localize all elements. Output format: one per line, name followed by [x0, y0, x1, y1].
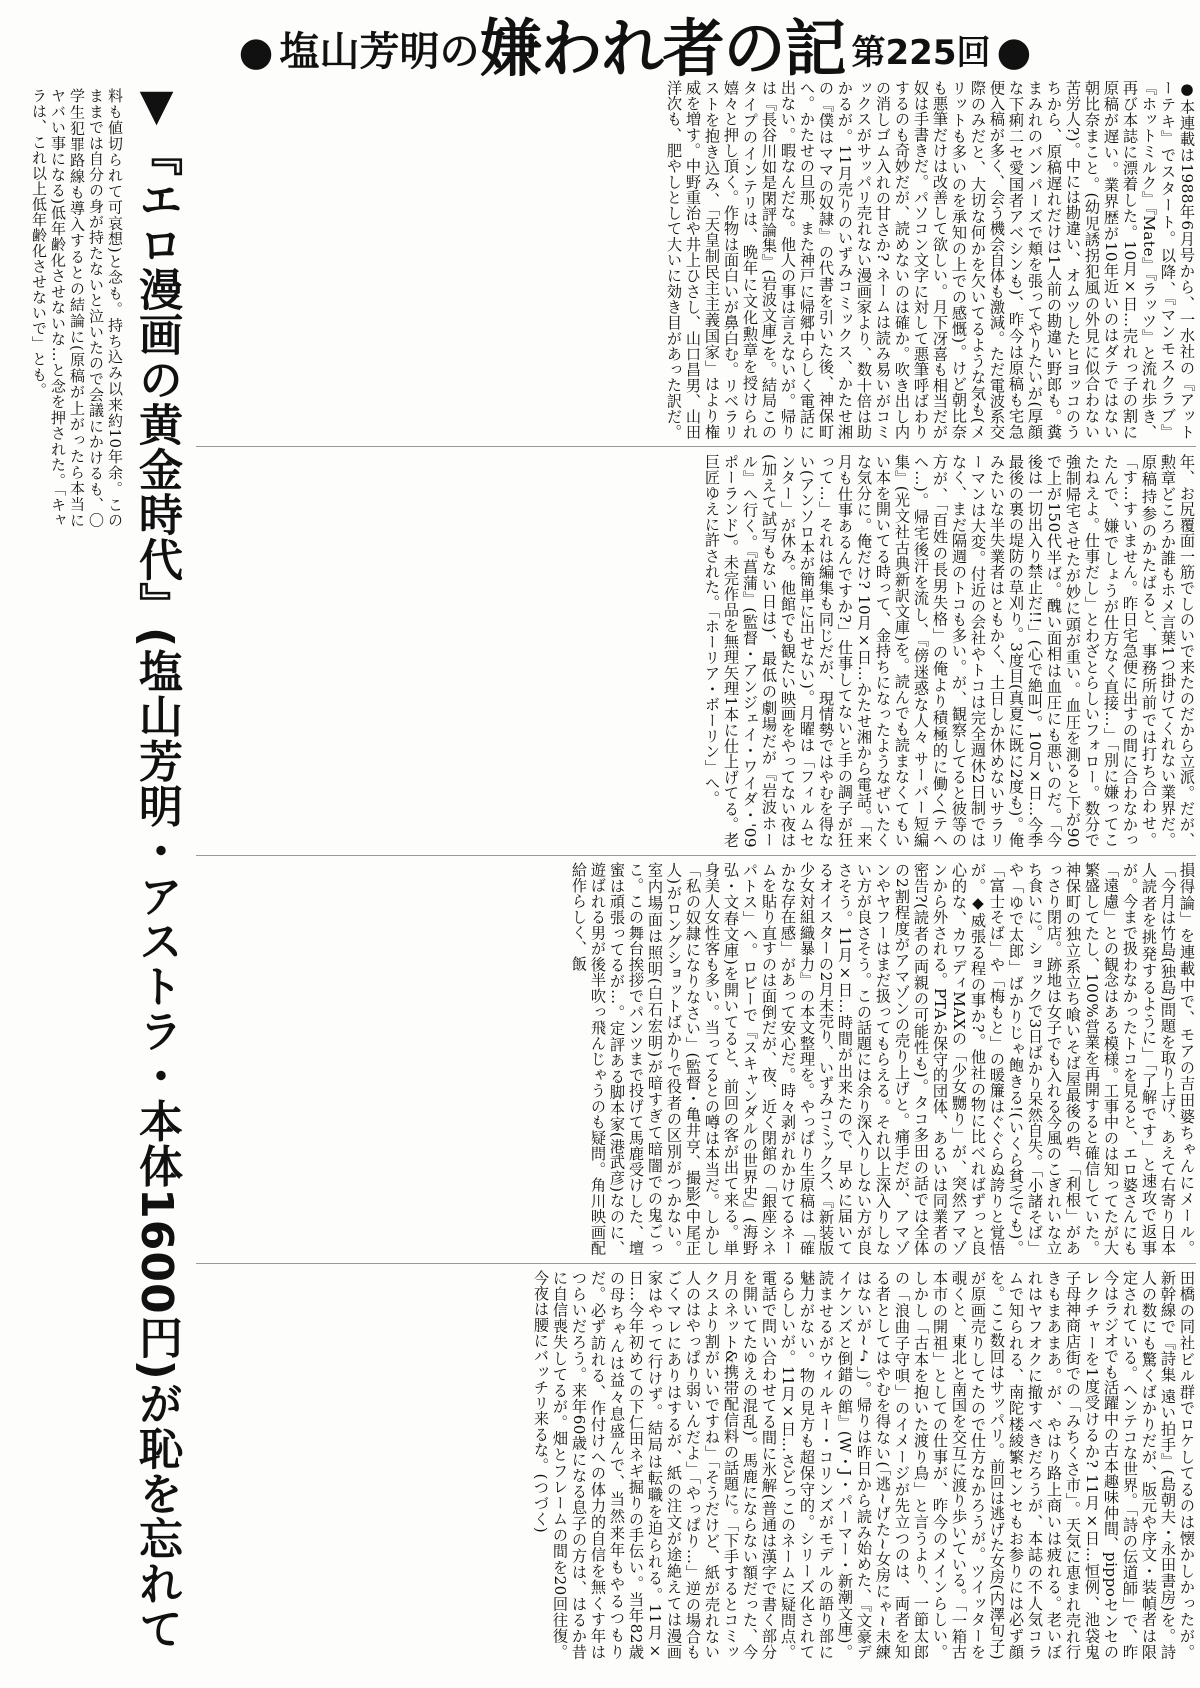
book-advertisement [8, 80, 186, 1660]
text-tier-3 [196, 862, 1196, 1256]
advert-body-text: 料も値切られて可哀想)と念も。持ち込み以来約10年余。このままでは自分の身が持たないと泣いたので会議にかけるも、〇学生犯罪路線も導入するとの結論に(原稿が上がったら本当にヤバい事になる)低年齢化させないな…と念を押された。「キャラは、これ以上低年齢化させないで」とも。 [30, 88, 124, 528]
title-dot-right: ● [996, 29, 1032, 75]
title-author: 塩山芳明の [279, 29, 480, 75]
tier-divider [196, 855, 1196, 856]
column-text: 年、お尻覆面一筋でしのいで来たのだから立派。だが、勲章どころか誰もホメ言葉1つ掛けてくれない業界だ。原稿持参のかたばると、事務所前では打ち合わせ。「す…すいません。昨日宅急便に出すの間に合わなかったんで、嫌でしょうが仕方なく直接…」「別に嫌ってこたねえよ。仕事だし」とわざとらしいフォロー。数分で強制帰宅させたが妙に頭が重い。血圧を測ると下が90で上が150代半ば。醜い面相は血圧にも悪いのだ。「今後は一切出入り禁止だ!!」(心で絶叫)。10月×日…今季最後の裏の堤防の草刈り。3度目(真夏に既に2度も)。俺みたいな半失業者はともかく、土日しか休めないサラリーマンは大変。付近の会社やトコは完全週休2日制ではなく、まだ隔週のトコも多い。が、観察してると彼等の方が、「百姓の長男失格」の俺より積極的に働く(テヘヘ…)。帰宅後汗を流し、『傍迷惑な人々 サーバー短編集』(光文社古典新訳文庫)を。読んでも読まなくてもいい本を開いてる時って、金持ちになったようなぜいたくな気分に。俺だけ? 10月×日…かたせ湘から電話。「来月も仕事あるんですか?」仕事してないと手の調子が狂って…」それは編集も同じだが、現情勢ではやむを得ない(アンソロ本が簡単に出せない)。月曜は「フィルムセンター」が休み。他館でも観たい映画をやってない夜は(加えて試写もない日は)、最低の劇場だが『岩波ホール』へ行く。『菖蒲』(監督・アンジェイ・ワイダ・'09ポーランド)。未完作品を無理矢理1本に仕上げてる。老巨匠ゆえに許された。「ホーリア・ボーリン」へ。 [703, 454, 1196, 848]
text-tier-2 [196, 454, 1196, 848]
tier-divider [196, 1263, 1196, 1264]
title-dot-left: ● [238, 29, 274, 75]
column-text: ●本連載は1988年6月号から、一水社の『アットーテキ』でスタート。以降、『マンモスクラブ』『ホットミルク』『Mate』『ラッツ』と流れ歩き、再び本誌に漂着した。10月×日…売れっ子の割に原稿が遅い。業界歴が10年近いのはダテではない朝比奈まこと。(幼児誘拐犯風の外見に似合わない苦労人?)。中には勘違い、オムツしたヒヨッコのうちから、原稿遅れだけは1人前の勘違い野郎も。糞まみれのバンパーズで頬を張ってやりたいが(厚顔な下痢二セ愛国者アベシンも)、昨今は原稿も宅急便入稿が多く、会う機会自体も激減。ただ電波系交際のみだと、大切な何かを欠いてるような気も(メリットも多いのを承知の上での感慨)。けど朝比奈も悪筆だけは改善して欲しい。月下冴喜も相当だが奴は手書きだ。パソコン文字に対して悪筆呼ばわりするのも奇妙だが、読めないのは確か。吹き出し内の消しゴム入れの甘さか? ネームは読み易いがコミックスがサッパリ売れない漫画家より、数十倍は助かるが。11月売りのいずみコミックス、かたせ湘の『僕はママの奴隷』の代書を引いた後、神保町へ。かたせの旦那、また神戸に帰郷中らしく電話に出ない。暇なんだな。他人の事は言えないが。帰りは『長谷川如是閑評論集』(岩波文庫)を。結局このタイプのインテリは、晩年に文化勲章を授けられ嬉々と押し頂く。作物は面白いが鼻白む。リベラリストを抱き込み、「天皇制民主主義国家」はより権威を増す。中野重治や井上ひさし、山口昌男、山田洋次も、肥やしとして大いに効き目があった訳だ。 [665, 80, 1196, 440]
title-episode-number: 第225回 [851, 33, 991, 73]
title-series: 嫌われ者の記 [479, 12, 846, 85]
tier-divider [196, 446, 1196, 447]
text-tier-1 [196, 80, 1196, 440]
column-title [238, 8, 1032, 85]
column-text: 損得論」を連載中で、モアの吉田婆ちゃんにメール。「今月は竹島(独島)問題を取り上げ、あえて右寄り日本人読者を挑発するように」「了解です」と速攻で返事が。今まで扱わなかったトコを見ると、エロ婆さんにも「遠慮」との観念はある模様。工事中のは知ってたが大繁盛してたし、100%営業を再開すると確信していた。神保町の独立系立ち喰いそば屋最後の砦、「利根」があっさり閉店。跡地は女子でも入れる今風のこぎれいな立ち食いに。ショックで3日ばかり呆然自失。「小諸そば」や「ゆで太郎」ばかりじゃ飽きる!(いくら貧乏でも)。「富士そば」や「梅もと」の暖簾はぐぐらぬ誇りと覚悟が。◆威張る程の事か?。他社の物に比べればずっと良心的な、カワディMAXの「少女嬲り」が、突然アマゾンから外される。PTAか保守的団体、あるいは同業者の密告?(読者の両親の可能性も)。タコ多田の話では全体の2割程度がアマゾンの売り上げと。痛手だが、アマゾンやヤフーはまだ扱ってもらえる。それ以上深入りしない方が良さそう。この話題には余り深入りしない方が良さそう。11月×日…時間が出来たので、早めに届いてるオイスターの2月末売り、いずみコミックス、『新装版 少女対組織暴力』の本文整理を。やっぱり生原稿は「確かな存在感」があって安心だ。時々剥がれかけてるネームを貼り直すのは面倒だが、夜、近く閉館の「銀座シネパトス」へ。ロビーで『スキャンダルの世界史』(海野弘・文春文庫)を開いてると、前回の客が出て来る。単身美人女性客も多い。当ってるとの噂は本当だ。しかし「私の奴隷になりなさい」(監督・亀井亨、撮影(中尾正人)がロングショットばかりで役者の区別がつかない。室内場面は照明(白石宏明)が暗すぎて暗闇での鬼ごっこ。この舞台挨拶でパンツまで投げて馬鹿受けした、壇蜜は頑張ってるが…。定評ある脚本家(港武彦)なのに、遊ばれる男が後半吹っ飛んじゃうのも疑問。角川映画配給作らしく、飯 [570, 862, 1196, 1256]
advert-headline: ▼『エロ漫画の黄金時代』(塩山芳明・アストラ・本体1600円)が恥を忘れて [131, 80, 182, 1651]
text-tier-4 [196, 1270, 1196, 1660]
column-text: 田橋の同社ビル群でロケしてるのは懐かしかったが。新幹線で『詩集 遠い拍手』(島朝夫・永田書房)を。詩人の数にも驚くばかりだが、版元や序文・装幀者は限定されている。ヘンテコな世界。「詩の伝道師」で、昨今はラジオでも活躍中の古本趣味仲間、pippoセンセのレクチャーを1度受けるか? 11月×日…恒例、池袋鬼子母神商店街での「みちくさ市」。天気に恵まれ売れ行きもまあまあ。が、やはり路上商いは疲れる。老いぼれはヤフオクに撤すべきだろうが、本誌の不人気コラムで知られる、南陀楼綾繁センセもお参りには必ず顔を。ここ数回はサッパリ。前回は逃げた女房(内澤旬子)が原画売りしてたので仕方なかろうが。ツイッターを覗くと、東北と南国を交互に渡り歩いている。「一箱古本市の開祖」としての仕事が、昨今のメインらしい。しかし「古本を抱いた渡り鳥」と言うより、一節太郎の「浪曲子守唄」のイメージが先立つのは、両者を知る者としてはやむを得ない(「逃~げた~女房にゃ~未練はないが~♪」)。帰りは昨日から読み始めた、『文豪デイケンズと倒錯の館』(W・J・パーマー・新潮文庫)。読ませるがウィルキー・コリンズがモデルの語り部に魅力がない。物の見方も超保守的。シリーズ化されてるらしいが。11月×日…さどっこのネームに疑問点。電話で問い合わせてる間に氷解(普通は漢字で書く部分を開いてたゆえの混乱)。馬鹿にならない額だった、今月のネット&携帯配信料の話題に。「下手するとコミックスより割がいいですね」「そうだけど、紙が売れない人のはやっぱり弱いんだよ」「やっぱり…」逆の場合もごくマレにありはするが、紙の注文が途絶えては漫画家はやって行けず。結局は転職を迫られる。11月×日…今年初めての下仁田ネギ掘りの手伝い。当年82歳の母ちゃんは益々息盛んで、当然来年もやるつもりだ。必ず訪れる、作付けへの体力的自信を無くす年はつらいだろう。来年60歳になる息子の方は、はるか昔に自信喪失してるが。畑とフレームの間を20回往復。今夜は腰にバッチリ来るな。(つづく) [532, 1270, 1196, 1660]
